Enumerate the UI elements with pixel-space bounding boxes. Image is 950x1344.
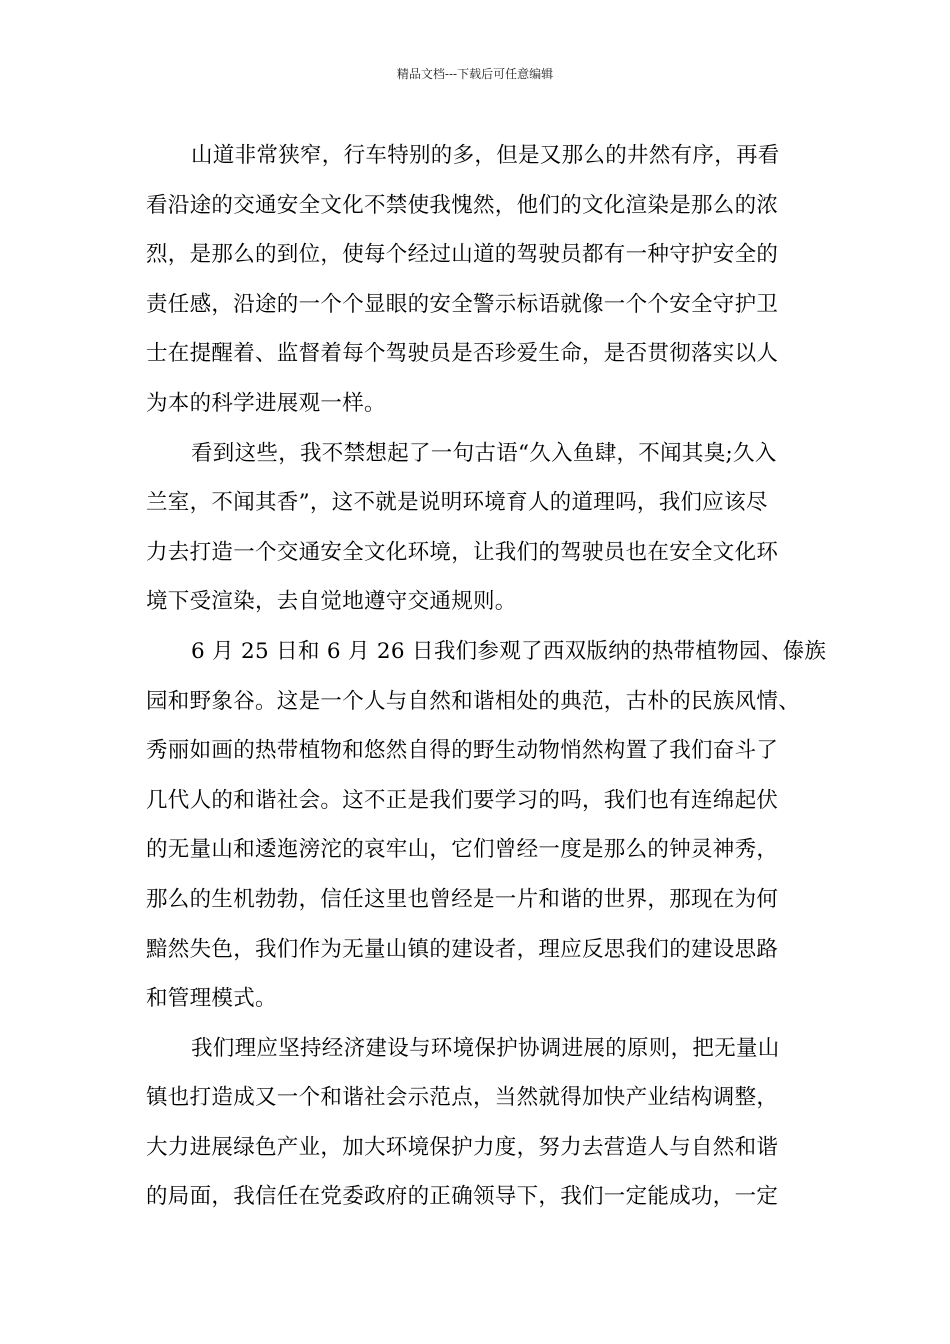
page-header: 精品文档---下载后可任意编辑 bbox=[396, 67, 554, 81]
paragraph-line: 镇也打造成又一个和谐社会示范点，当然就得加快产业结构调整， bbox=[146, 1085, 779, 1111]
paragraph-2 bbox=[146, 429, 836, 627]
paragraph-4 bbox=[146, 1024, 836, 1222]
paragraph-line: 烈，是那么的到位，使每个经过山道的驾驶员都有一种守护安全的 bbox=[146, 242, 779, 268]
paragraph-line: 我们理应坚持经济建设与环境保护协调进展的原则，把无量山 bbox=[191, 1035, 780, 1061]
paragraph-line: 力去打造一个交通安全文化环境，让我们的驾驶员也在安全文化环 bbox=[146, 539, 779, 565]
paragraph-line: 几代人的和谐社会。这不正是我们要学习的吗，我们也有连绵起伏 bbox=[146, 787, 779, 813]
paragraph-line: 责任感，沿途的一个个显眼的安全警示标语就像一个个安全守护卫 bbox=[146, 291, 779, 317]
paragraph-line: 看沿途的交通安全文化不禁使我愧然，他们的文化渲染是那么的浓 bbox=[146, 192, 779, 218]
paragraph-line: 那么的生机勃勃，信任这里也曾经是一片和谐的世界，那现在为何 bbox=[146, 886, 779, 912]
paragraph-line: 看到这些，我不禁想起了一句古语“久入鱼肆，不闻其臭;久入 bbox=[191, 440, 777, 466]
paragraph-line: 大力进展绿色产业，加大环境保护力度，努力去营造人与自然和谐 bbox=[146, 1134, 779, 1160]
paragraph-line: 园和野象谷。这是一个人与自然和谐相处的典范，古朴的民族风情、 bbox=[146, 688, 801, 714]
paragraph-line: 山道非常狭窄，行车特别的多，但是又那么的井然有序，再看 bbox=[191, 143, 780, 168]
paragraph-line: 为本的科学进展观一样。 bbox=[146, 390, 386, 416]
paragraph-1 bbox=[146, 131, 836, 429]
paragraph-line: 6 月 25 日和 6 月 26 日我们参观了西双版纳的热带植物园、傣族 bbox=[191, 638, 827, 664]
paragraph-line: 秀丽如画的热带植物和悠然自得的野生动物悄然构置了我们奋斗了 bbox=[146, 738, 779, 764]
document-body bbox=[146, 131, 836, 1222]
paragraph-line: 和管理模式。 bbox=[146, 986, 277, 1012]
paragraph-line: 的局面，我信任在党委政府的正确领导下，我们一定能成功，一定 bbox=[146, 1184, 779, 1210]
paragraph-line: 兰室，不闻其香”，这不就是说明环境育人的道理吗，我们应该尽 bbox=[146, 490, 768, 516]
paragraph-line: 的无量山和逶迤滂沱的哀牢山，它们曾经一度是那么的钟灵神秀， bbox=[146, 837, 779, 863]
paragraph-3 bbox=[146, 627, 836, 1024]
paragraph-line: 黯然失色，我们作为无量山镇的建设者，理应反思我们的建设思路 bbox=[146, 936, 779, 962]
paragraph-line: 士在提醒着、监督着每个驾驶员是否珍爱生命，是否贯彻落实以人 bbox=[146, 341, 779, 367]
paragraph-line: 境下受渲染，去自觉地遵守交通规则。 bbox=[146, 589, 517, 615]
